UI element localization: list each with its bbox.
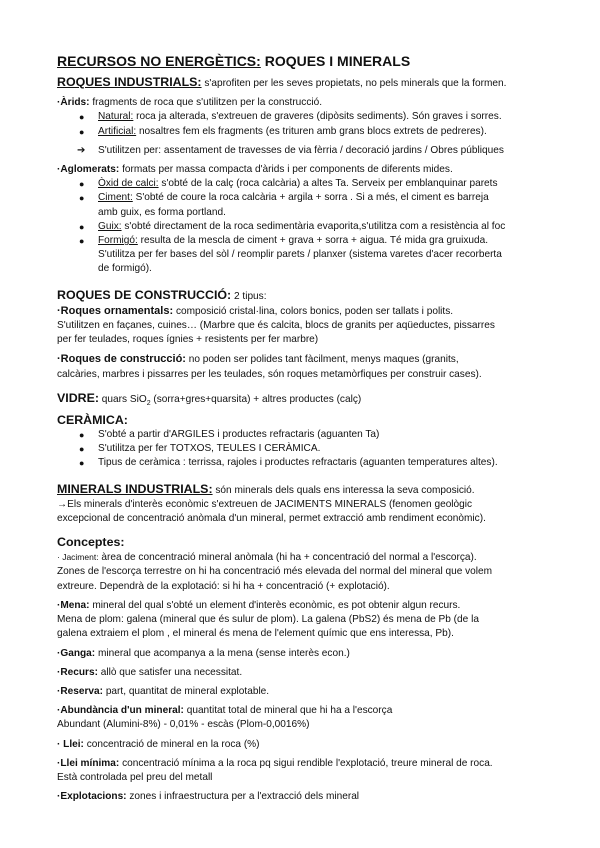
ceramica-heading: CERÀMICA: bbox=[57, 413, 128, 428]
section-intro: s'aprofiten per les seves propietats, no pels minerals que la formen. bbox=[201, 78, 507, 89]
vidre-line bbox=[57, 390, 547, 407]
ornamentals-text: composició cristal·lina, colors bonics, poden ser tallats i polits. bbox=[173, 305, 454, 317]
abundancia-label: ·Abundància d'un mineral: bbox=[57, 705, 184, 717]
vidre-label: VIDRE: bbox=[57, 390, 99, 405]
bullet-icon: ● bbox=[79, 179, 85, 190]
ornamentals-line bbox=[57, 304, 547, 319]
abundancia-line bbox=[57, 704, 547, 718]
aglomerats-label: ·Aglomerats: bbox=[57, 164, 120, 176]
item-text: S'obté de coure la roca calcària + argila + sorra . Si a més, el ciment es barreja bbox=[132, 192, 489, 204]
mena-line2: Mena de plom: galena (mineral que és sulur de plom). La galena (PbS2) és mena de Pb (de la bbox=[57, 614, 479, 626]
llei-minima-line bbox=[57, 757, 547, 771]
section-heading: ROQUES DE CONSTRUCCIÓ: bbox=[57, 287, 232, 302]
aglomerats-text: formats per massa compacta d'àrids i per components de diferents mides. bbox=[119, 164, 453, 176]
mena-text: mineral del qual s'obté un element d'interès econòmic, es pot obtenir algun recurs. bbox=[89, 599, 461, 611]
list-item bbox=[57, 191, 547, 219]
bullet-icon: ● bbox=[79, 126, 85, 137]
construccio-text: no poden ser polides tant fàcilment, menys maques (granits, bbox=[185, 354, 459, 366]
list-item bbox=[57, 110, 547, 124]
ceramica-list bbox=[57, 428, 547, 471]
minerals-line2: →Els minerals d'interès econòmic s'extreuen de JACIMENTS MINERALS (fenomen geològic bbox=[57, 498, 473, 510]
item-text-cont: S'utilitza per fer bases del sòl / reomplir parets / planxer (sistema varetes d'acer recorberta bbox=[98, 249, 502, 261]
ganga-label: ·Ganga: bbox=[57, 647, 96, 659]
bullet-icon: ● bbox=[79, 112, 85, 123]
construccio-line2: calcàries, marbres i pissarres per les teulades, són roques metamòrfiques per construir cases). bbox=[57, 368, 482, 380]
roques-construccio-heading bbox=[57, 287, 547, 304]
item-term: Ciment: bbox=[98, 192, 133, 204]
explotacions-label: ·Explotacions: bbox=[57, 791, 127, 803]
item-term: Formigó: bbox=[98, 235, 138, 247]
item-text-cont: de formigó). bbox=[98, 263, 152, 275]
item-text: S'obté a partir d'ARGILES i productes refractaris (aguanten Ta) bbox=[98, 429, 380, 441]
reserva-text: part, quantitat de mineral explotable. bbox=[103, 685, 270, 697]
bullet-icon: ● bbox=[79, 221, 85, 232]
mena-line3: galena extraiem el plom , el mineral és mena de l'element químic que ens interessa, Pb). bbox=[57, 628, 454, 640]
reserva-line bbox=[57, 685, 547, 699]
item-text: S'utilitza per fer TOTXOS, TEULES I CERÀMICA. bbox=[98, 443, 321, 455]
ornamentals-label: ·Roques ornamentals: bbox=[57, 304, 174, 317]
item-text: s'obté de la calç (roca calcària) a altes Ta. Serveix per emblanquinar parets bbox=[158, 178, 498, 190]
section-heading: MINERALS INDUSTRIALS: bbox=[57, 481, 213, 496]
arids-uses bbox=[57, 144, 547, 158]
item-text: Tipus de ceràmica : terrissa, rajoles i productes refractaris (aguanten temperatures altes). bbox=[98, 457, 498, 469]
arids-text: fragments de roca que s'utilitzen per la construcció. bbox=[89, 97, 323, 109]
item-term: Òxid de calci: bbox=[98, 178, 159, 190]
list-item bbox=[57, 220, 547, 234]
item-term: Guix: bbox=[98, 220, 122, 232]
recurs-text: allò que satisfer una necessitat. bbox=[97, 666, 243, 678]
item-term: Natural: bbox=[98, 111, 134, 123]
item-text: s'obté directament de la roca sedimentària evaporita,s'utilitza com a resistència al foc bbox=[121, 220, 506, 232]
conceptes-heading: Conceptes: bbox=[57, 535, 125, 550]
ganga-line bbox=[57, 647, 547, 661]
llei-text: concentració de mineral en la roca (%) bbox=[83, 738, 260, 750]
minerals-industrials-line bbox=[57, 481, 547, 498]
list-item bbox=[57, 456, 547, 470]
page-title bbox=[57, 52, 547, 70]
ganga-text: mineral que acompanya a la mena (sense interès econ.) bbox=[95, 647, 350, 659]
construccio-line bbox=[57, 352, 547, 367]
roques-industrials-heading bbox=[57, 74, 547, 91]
arids-list bbox=[57, 110, 547, 138]
ornamentals-line2: S'utilitzen en façanes, cuines… (Marbre que és calcita, blocs de granits per aqüeductes, pissarres bbox=[57, 320, 495, 332]
vidre-text: quars SiO bbox=[99, 393, 147, 405]
section-intro: 2 tipus: bbox=[231, 290, 267, 302]
section-heading: ROQUES INDUSTRIALS: bbox=[57, 75, 202, 89]
bullet-icon: ● bbox=[79, 236, 85, 247]
construccio-label: ·Roques de construcció: bbox=[57, 353, 186, 366]
explotacions-line bbox=[57, 790, 547, 804]
item-text: resulta de la mescla de ciment + grava + sorra + aigua. Té mida gra gruixuda. bbox=[137, 235, 489, 247]
jaciment-line bbox=[57, 550, 547, 565]
llei-minima-label: ·Llei mínima: bbox=[57, 757, 120, 769]
llei-label: · Llei: bbox=[57, 738, 84, 750]
list-item bbox=[57, 234, 547, 277]
recurs-label: ·Recurs: bbox=[57, 666, 98, 678]
abundancia-text: quantitat total de mineral que hi ha a l'escorça bbox=[183, 705, 393, 717]
aglomerats-line bbox=[57, 163, 547, 177]
list-item bbox=[57, 442, 547, 456]
item-term: Artificial: bbox=[98, 125, 137, 137]
bullet-icon: ● bbox=[79, 430, 85, 441]
title-underlined: RECURSOS NO ENERGÈTICS: bbox=[57, 53, 261, 69]
item-text-cont: amb guix, es forma portland. bbox=[98, 206, 226, 218]
jaciment-line3: extreure. Dependrà de la explotació: si hi ha + concentració (+ explotació). bbox=[57, 580, 390, 592]
item-text: roca ja alterada, s'extreuen de graveres (dipòsits sediments). Són graves i sorres. bbox=[133, 111, 502, 123]
list-item bbox=[57, 125, 547, 139]
bullet-icon: ● bbox=[79, 458, 85, 469]
mena-label: ·Mena: bbox=[57, 599, 90, 611]
aglomerats-list bbox=[57, 177, 547, 276]
explotacions-text: zones i infraestructura per a l'extracció dels mineral bbox=[126, 791, 360, 803]
reserva-label: ·Reserva: bbox=[57, 685, 104, 697]
bullet-icon: ● bbox=[79, 444, 85, 455]
document-page bbox=[57, 52, 547, 804]
vidre-text-rest: (sorra+gres+quarsita) + altres productes (calç) bbox=[150, 393, 362, 405]
arrow-right-icon: ➔ bbox=[77, 144, 86, 156]
llei-minima-line2: Està controlada pel preu del metall bbox=[57, 771, 213, 783]
list-item bbox=[57, 428, 547, 442]
ornamentals-line3: per fer teulades, roques ígnies + resistents per fer marbre) bbox=[57, 334, 319, 346]
llei-minima-text: concentració mínima a la roca pq sigui rendible l'explotació, treure mineral de roca. bbox=[119, 757, 493, 769]
arids-label: ·Àrids: bbox=[57, 97, 90, 109]
vidre-subscript: 2 bbox=[146, 399, 151, 407]
jaciment-text: àrea de concentració mineral anòmala (hi ha + concentració del normal a l'escorça). bbox=[98, 552, 477, 564]
arids-line bbox=[57, 96, 547, 110]
list-item bbox=[57, 177, 547, 191]
section-intro: són minerals dels quals ens interessa la seva composició. bbox=[212, 484, 475, 496]
bullet-icon: ● bbox=[79, 193, 85, 204]
mena-line bbox=[57, 599, 547, 613]
item-text: nosaltres fem els fragments (es trituren amb grans blocs extrets de pedreres). bbox=[136, 125, 487, 137]
jaciment-label: · Jaciment: bbox=[57, 552, 99, 563]
minerals-line3: excepcional de concentració anòmala d'un mineral, permet extracció amb rendiment econòmic). bbox=[57, 513, 486, 525]
item-text: S'utilitzen per: assentament de travesses de via fèrria / decoració jardins / Obres públiques bbox=[98, 144, 504, 156]
recurs-line bbox=[57, 666, 547, 680]
title-rest: ROQUES I MINERALS bbox=[260, 53, 411, 69]
jaciment-line2: Zones de l'escorça terrestre on hi ha concentració més elevada del normal del mineral que volem bbox=[57, 566, 493, 578]
abundancia-line2: Abundant (Alumini-8%) - 0,01% - escàs (Plom-0,0016%) bbox=[57, 719, 310, 731]
list-item bbox=[57, 144, 547, 158]
llei-line bbox=[57, 738, 547, 752]
